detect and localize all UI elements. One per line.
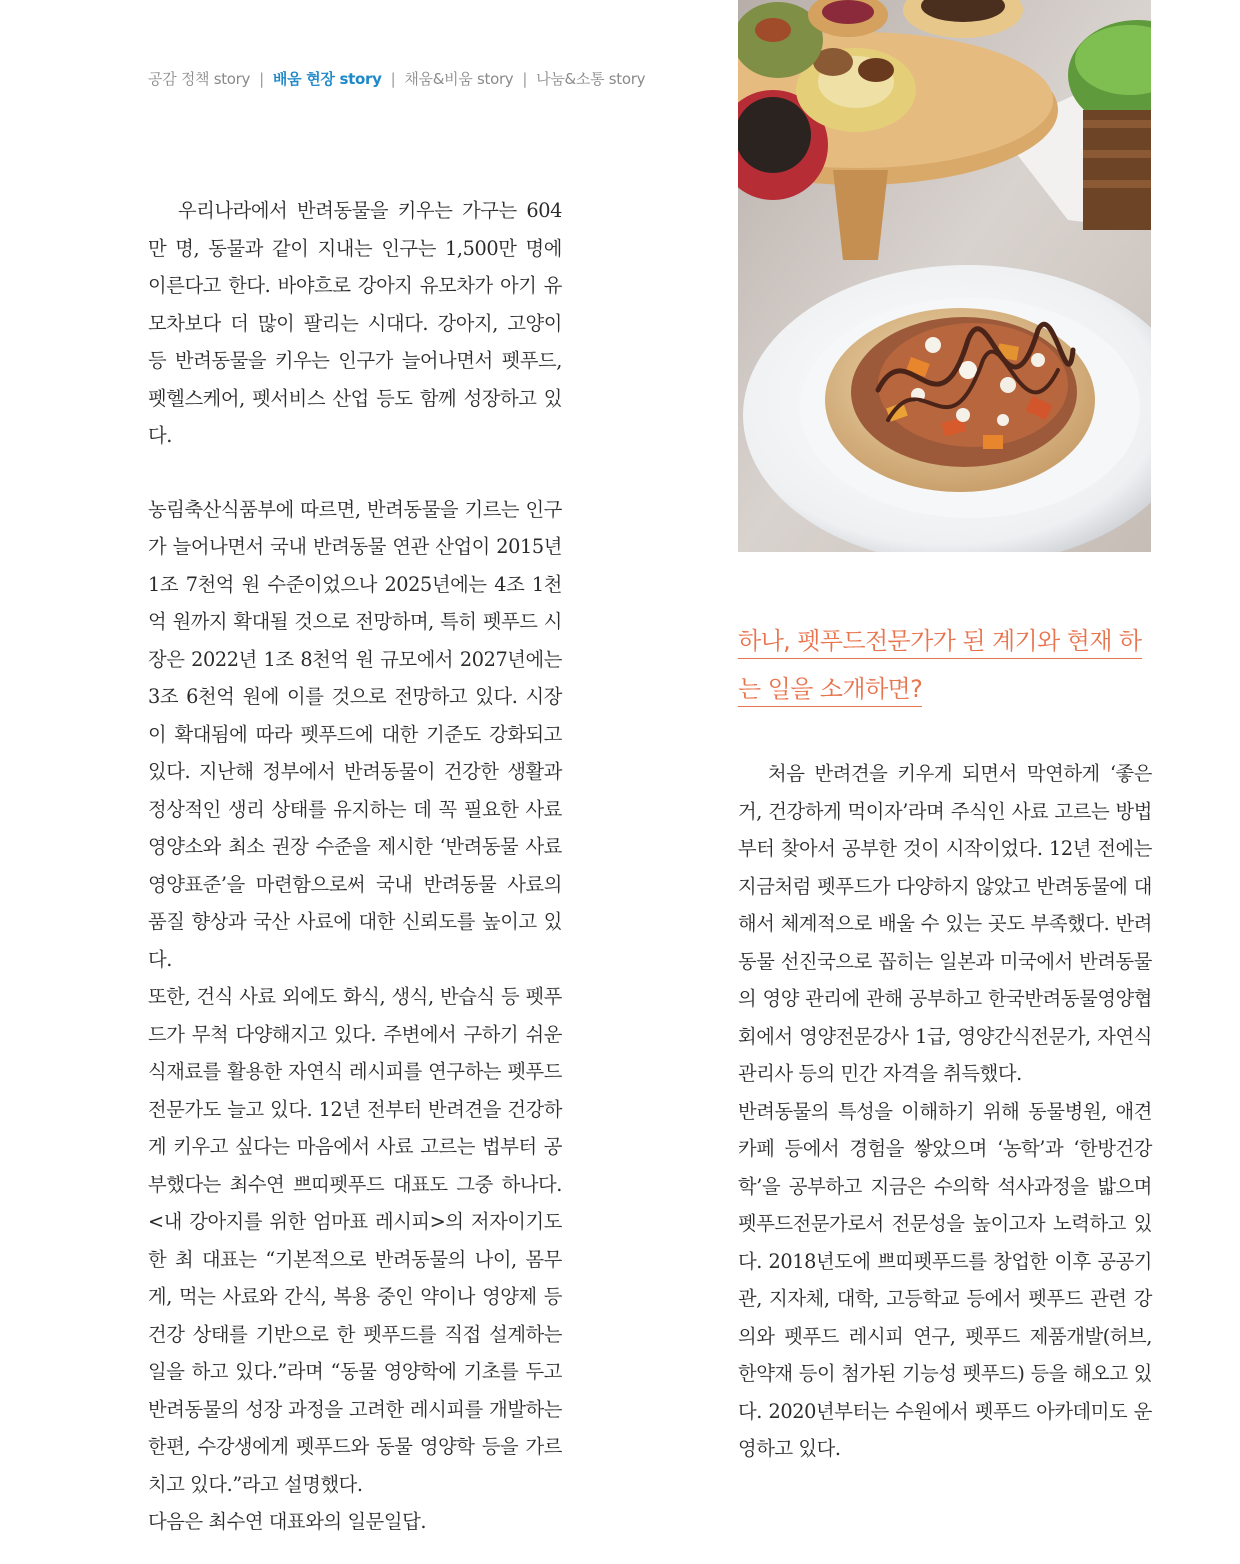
pet-food-pizza-photo xyxy=(738,0,1151,552)
answer-paragraph-1: 처음 반려견을 키우게 되면서 막연하게 ‘좋은 거, 건강하게 먹이자’라며 주식인 사료 고르는 방법부터 찾아서 공부한 것이 시작이었다. 12년 전에는 지금처럼 펫푸드가 다양하지 않았고 반려동물에 대해서 체계적으로 배울 수 있는 곳도 부족했다. 반려동물 선진국으로 꼽히는 일본과 미국에서 반려동물의 영양 관리에 관해 공부하고 한국반려동물영양협회에서 영양전문강사 1급, 영양간식전문가, 자연식 관리사 등의 민간 자격을 취득했다. xyxy=(738,762,1152,1085)
nav-separator: | xyxy=(390,70,396,88)
nav-item-fill-empty[interactable]: 채움&비움 story xyxy=(404,70,514,88)
nav-item-sharing[interactable]: 나눔&소통 story xyxy=(536,70,646,88)
interview-question-text: 하나, 펫푸드전문가가 된 계기와 현재 하는 일을 소개하면? xyxy=(738,627,1142,707)
nav-item-learning-active[interactable]: 배움 현장 story xyxy=(272,70,382,88)
article-right-column xyxy=(738,755,1152,1468)
body-paragraph-interview-lead: 다음은 최수연 대표와의 일문일답. xyxy=(148,1510,427,1533)
body-paragraph-market: 농림축산식품부에 따르면, 반려동물을 기르는 인구가 늘어나면서 국내 반려동물 연관 산업이 2015년 1조 7천억 원 수준이었으나 2025년에는 4조 1천억 원까지 확대될 것으로 전망하며, 특히 펫푸드 시장은 2022년 1조 8천억 원 규모에서 2027년에는 3조 6천억 원에 이를 것으로 전망하고 있다. 시장이 확대됨에 따라 펫푸드에 대한 기준도 강화되고 있다. 지난해 정부에서 반려동물이 건강한 생활과 정상적인 생리 상태를 유지하는 데 꼭 필요한 사료 영양소와 최소 권장 수준을 제시한 ‘반려동물 사료 영양표준’을 마련함으로써 국내 반려동물 사료의 품질 향상과 국산 사료에 대한 신뢰도를 높이고 있다. xyxy=(148,497,562,971)
intro-paragraph: 우리나라에서 반려동물을 키우는 가구는 604만 명, 동물과 같이 지내는 인구는 1,500만 명에 이른다고 한다. 바야흐로 강아지 유모차가 아기 유모차보다 더 많이 팔리는 시대다. 강아지, 고양이 등 반려동물을 키우는 인구가 늘어나면서 펫푸드, 펫헬스케어, 펫서비스 산업 등도 함께 성장하고 있다. xyxy=(148,199,562,447)
answer-paragraph-2: 반려동물의 특성을 이해하기 위해 동물병원, 애견카페 등에서 경험을 쌓았으며 ‘농학’과 ‘한방건강학’을 공부하고 지금은 수의학 석사과정을 밟으며 펫푸드전문가로서 전문성을 높이고자 노력하고 있다. 2018년도에 쁘띠펫푸드를 창업한 이후 공공기관, 지자체, 대학, 고등학교 등에서 펫푸드 관련 강의와 펫푸드 레시피 연구, 펫푸드 제품개발(허브, 한약재 등이 첨가된 기능성 펫푸드) 등을 해오고 있다. 2020년부터는 수원에서 펫푸드 아카데미도 운영하고 있다. xyxy=(738,1099,1152,1460)
section-navigation xyxy=(148,68,708,89)
body-paragraph-expert: 또한, 건식 사료 외에도 화식, 생식, 반습식 등 펫푸드가 무척 다양해지고 있다. 주변에서 구하기 쉬운 식재료를 활용한 자연식 레시피를 연구하는 펫푸드 전문가도 늘고 있다. 12년 전부터 반려견을 건강하게 키우고 싶다는 마음에서 사료 고르는 법부터 공부했다는 최수연 쁘띠펫푸드 대표도 그중 하나다. <내 강아지를 위한 엄마표 레시피>의 저자이기도 한 최 대표는 “기본적으로 반려동물의 나이, 몸무게, 먹는 사료와 간식, 복용 중인 약이나 영양제 등 건강 상태를 기반으로 한 펫푸드를 직접 설계하는 일을 하고 있다.”라며 “동물 영양학에 기초를 두고 반려동물의 성장 과정을 고려한 레시피를 개발하는 한편, 수강생에게 펫푸드와 동물 영양학 등을 가르치고 있다.”라고 설명했다. xyxy=(148,985,562,1496)
article-left-column xyxy=(148,192,562,1541)
nav-separator: | xyxy=(259,70,264,88)
interview-question-heading xyxy=(738,617,1152,713)
nav-separator: | xyxy=(522,70,528,88)
nav-item-policy[interactable]: 공감 정책 story xyxy=(148,70,251,88)
